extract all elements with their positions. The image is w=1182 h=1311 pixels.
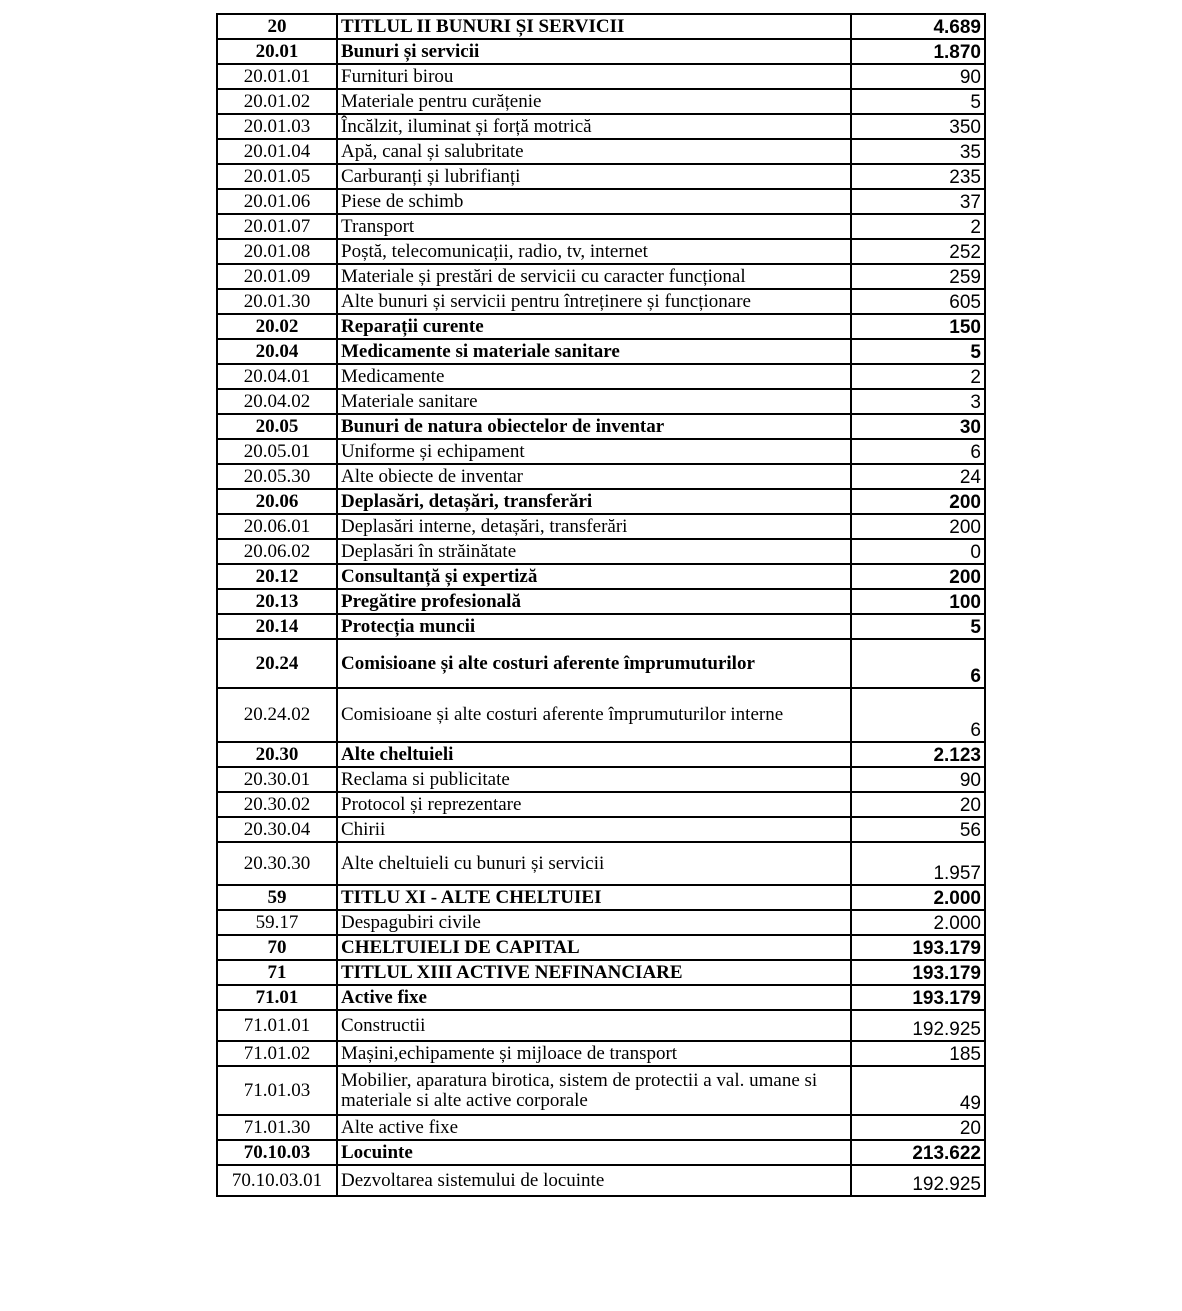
row-code: 20.01	[217, 39, 337, 64]
table-row	[217, 935, 985, 960]
table-row	[217, 792, 985, 817]
table-row	[217, 464, 985, 489]
row-amount: 20	[851, 792, 985, 817]
table-row	[217, 89, 985, 114]
row-description: Reparații curente	[337, 314, 851, 339]
row-code: 20.30	[217, 742, 337, 767]
table-row	[217, 767, 985, 792]
row-amount: 24	[851, 464, 985, 489]
table-row	[217, 910, 985, 935]
row-description: Bunuri și servicii	[337, 39, 851, 64]
row-code: 70.10.03	[217, 1140, 337, 1165]
row-code: 59	[217, 885, 337, 910]
row-code: 20.30.04	[217, 817, 337, 842]
row-code: 71.01.01	[217, 1010, 337, 1041]
row-code: 71.01	[217, 985, 337, 1010]
table-row	[217, 564, 985, 589]
row-description: Alte bunuri și servicii pentru întreținere și funcționare	[337, 289, 851, 314]
row-code: 20.01.01	[217, 64, 337, 89]
row-amount: 2	[851, 364, 985, 389]
row-amount: 200	[851, 564, 985, 589]
row-description: Locuinte	[337, 1140, 851, 1165]
row-code: 20.24.02	[217, 688, 337, 742]
row-description: Transport	[337, 214, 851, 239]
table-row	[217, 389, 985, 414]
row-amount: 5	[851, 89, 985, 114]
row-code: 20.04.01	[217, 364, 337, 389]
row-description: Materiale sanitare	[337, 389, 851, 414]
table-row	[217, 614, 985, 639]
row-description: Deplasări interne, detașări, transferări	[337, 514, 851, 539]
table-row	[217, 189, 985, 214]
row-description: Comisioane și alte costuri aferente împrumuturilor interne	[337, 688, 851, 742]
row-description: Apă, canal și salubritate	[337, 139, 851, 164]
row-code: 20.30.02	[217, 792, 337, 817]
row-description: Furnituri birou	[337, 64, 851, 89]
table-row	[217, 842, 985, 885]
row-code: 20.01.09	[217, 264, 337, 289]
row-description: Carburanți și lubrifianți	[337, 164, 851, 189]
budget-table-body	[217, 14, 985, 1196]
table-row	[217, 1165, 985, 1196]
row-description: Alte cheltuieli cu bunuri și servicii	[337, 842, 851, 885]
row-code: 20.01.30	[217, 289, 337, 314]
table-row	[217, 539, 985, 564]
table-row	[217, 289, 985, 314]
row-description: Piese de schimb	[337, 189, 851, 214]
row-code: 20.06	[217, 489, 337, 514]
row-code: 20.06.02	[217, 539, 337, 564]
row-amount: 193.179	[851, 935, 985, 960]
row-amount: 259	[851, 264, 985, 289]
row-description: Medicamente	[337, 364, 851, 389]
row-amount: 200	[851, 489, 985, 514]
row-description: Mașini,echipamente și mijloace de transport	[337, 1041, 851, 1066]
row-description: Medicamente si materiale sanitare	[337, 339, 851, 364]
row-description: Protecția muncii	[337, 614, 851, 639]
row-amount: 235	[851, 164, 985, 189]
row-description: Bunuri de natura obiectelor de inventar	[337, 414, 851, 439]
table-row	[217, 639, 985, 688]
table-row	[217, 214, 985, 239]
table-row	[217, 589, 985, 614]
row-amount: 37	[851, 189, 985, 214]
table-row	[217, 314, 985, 339]
row-description: Pregătire profesională	[337, 589, 851, 614]
row-amount: 90	[851, 64, 985, 89]
row-amount: 185	[851, 1041, 985, 1066]
row-code: 20.01.02	[217, 89, 337, 114]
row-description: Uniforme și echipament	[337, 439, 851, 464]
row-amount: 150	[851, 314, 985, 339]
row-code: 20.05	[217, 414, 337, 439]
row-amount: 5	[851, 614, 985, 639]
row-code: 71	[217, 960, 337, 985]
row-amount: 56	[851, 817, 985, 842]
table-row	[217, 1115, 985, 1140]
row-description: Chirii	[337, 817, 851, 842]
table-row	[217, 742, 985, 767]
row-description: Alte obiecte de inventar	[337, 464, 851, 489]
row-code: 20.13	[217, 589, 337, 614]
row-amount: 605	[851, 289, 985, 314]
table-row	[217, 1041, 985, 1066]
row-code: 20.30.30	[217, 842, 337, 885]
table-row	[217, 114, 985, 139]
row-amount: 0	[851, 539, 985, 564]
table-row	[217, 164, 985, 189]
row-description: Alte cheltuieli	[337, 742, 851, 767]
row-code: 20	[217, 14, 337, 39]
table-row	[217, 139, 985, 164]
row-description: TITLU XI - ALTE CHELTUIEI	[337, 885, 851, 910]
row-description: Mobilier, aparatura birotica, sistem de protectii a val. umane si materiale si alte active corporale	[337, 1066, 851, 1115]
row-code: 20.01.07	[217, 214, 337, 239]
row-description: Poștă, telecomunicații, radio, tv, internet	[337, 239, 851, 264]
table-row	[217, 439, 985, 464]
table-row	[217, 960, 985, 985]
table-row	[217, 885, 985, 910]
row-description: Comisioane și alte costuri aferente împrumuturilor	[337, 639, 851, 688]
table-row	[217, 514, 985, 539]
table-row	[217, 264, 985, 289]
row-amount: 192.925	[851, 1010, 985, 1041]
row-amount: 3	[851, 389, 985, 414]
row-amount: 6	[851, 439, 985, 464]
row-amount: 2.000	[851, 910, 985, 935]
row-code: 20.04	[217, 339, 337, 364]
row-description: CHELTUIELI DE CAPITAL	[337, 935, 851, 960]
row-code: 20.01.06	[217, 189, 337, 214]
row-amount: 2.000	[851, 885, 985, 910]
row-description: Protocol și reprezentare	[337, 792, 851, 817]
row-amount: 193.179	[851, 985, 985, 1010]
row-amount: 200	[851, 514, 985, 539]
budget-table	[216, 13, 986, 1197]
row-code: 20.01.04	[217, 139, 337, 164]
row-description: Consultanță și expertiză	[337, 564, 851, 589]
row-code: 20.14	[217, 614, 337, 639]
row-amount: 350	[851, 114, 985, 139]
row-description: Alte active fixe	[337, 1115, 851, 1140]
row-description: Deplasări, detașări, transferări	[337, 489, 851, 514]
table-row	[217, 414, 985, 439]
row-amount: 6	[851, 688, 985, 742]
table-row	[217, 1010, 985, 1041]
row-amount: 1.870	[851, 39, 985, 64]
row-code: 20.01.08	[217, 239, 337, 264]
row-code: 59.17	[217, 910, 337, 935]
row-description: Dezvoltarea sistemului de locuinte	[337, 1165, 851, 1196]
row-amount: 193.179	[851, 960, 985, 985]
table-row	[217, 985, 985, 1010]
row-description: Materiale pentru curățenie	[337, 89, 851, 114]
row-code: 20.04.02	[217, 389, 337, 414]
row-code: 20.01.05	[217, 164, 337, 189]
row-amount: 90	[851, 767, 985, 792]
row-description: Reclama si publicitate	[337, 767, 851, 792]
row-amount: 252	[851, 239, 985, 264]
table-row	[217, 1066, 985, 1115]
row-code: 20.06.01	[217, 514, 337, 539]
row-code: 71.01.03	[217, 1066, 337, 1115]
row-amount: 100	[851, 589, 985, 614]
row-code: 71.01.02	[217, 1041, 337, 1066]
row-description: Active fixe	[337, 985, 851, 1010]
row-description: TITLUL XIII ACTIVE NEFINANCIARE	[337, 960, 851, 985]
table-row	[217, 489, 985, 514]
table-row	[217, 1140, 985, 1165]
row-amount: 6	[851, 639, 985, 688]
row-code: 20.05.01	[217, 439, 337, 464]
row-amount: 30	[851, 414, 985, 439]
row-code: 20.30.01	[217, 767, 337, 792]
row-amount: 213.622	[851, 1140, 985, 1165]
table-row	[217, 64, 985, 89]
row-code: 20.02	[217, 314, 337, 339]
row-amount: 49	[851, 1066, 985, 1115]
row-code: 20.12	[217, 564, 337, 589]
row-amount: 2.123	[851, 742, 985, 767]
row-code: 20.05.30	[217, 464, 337, 489]
row-description: TITLUL II BUNURI ȘI SERVICII	[337, 14, 851, 39]
table-row	[217, 817, 985, 842]
table-row	[217, 239, 985, 264]
row-code: 20.24	[217, 639, 337, 688]
row-amount: 192.925	[851, 1165, 985, 1196]
row-code: 20.01.03	[217, 114, 337, 139]
row-amount: 5	[851, 339, 985, 364]
table-row	[217, 339, 985, 364]
row-amount: 1.957	[851, 842, 985, 885]
row-code: 71.01.30	[217, 1115, 337, 1140]
row-amount: 2	[851, 214, 985, 239]
row-code: 70	[217, 935, 337, 960]
table-row	[217, 39, 985, 64]
row-description: Deplasări în străinătate	[337, 539, 851, 564]
row-code: 70.10.03.01	[217, 1165, 337, 1196]
row-description: Constructii	[337, 1010, 851, 1041]
row-description: Materiale și prestări de servicii cu caracter funcțional	[337, 264, 851, 289]
row-description: Despagubiri civile	[337, 910, 851, 935]
table-row	[217, 364, 985, 389]
row-amount: 35	[851, 139, 985, 164]
row-amount: 20	[851, 1115, 985, 1140]
row-description: Încălzit, iluminat și forță motrică	[337, 114, 851, 139]
table-row	[217, 14, 985, 39]
table-row	[217, 688, 985, 742]
row-amount: 4.689	[851, 14, 985, 39]
